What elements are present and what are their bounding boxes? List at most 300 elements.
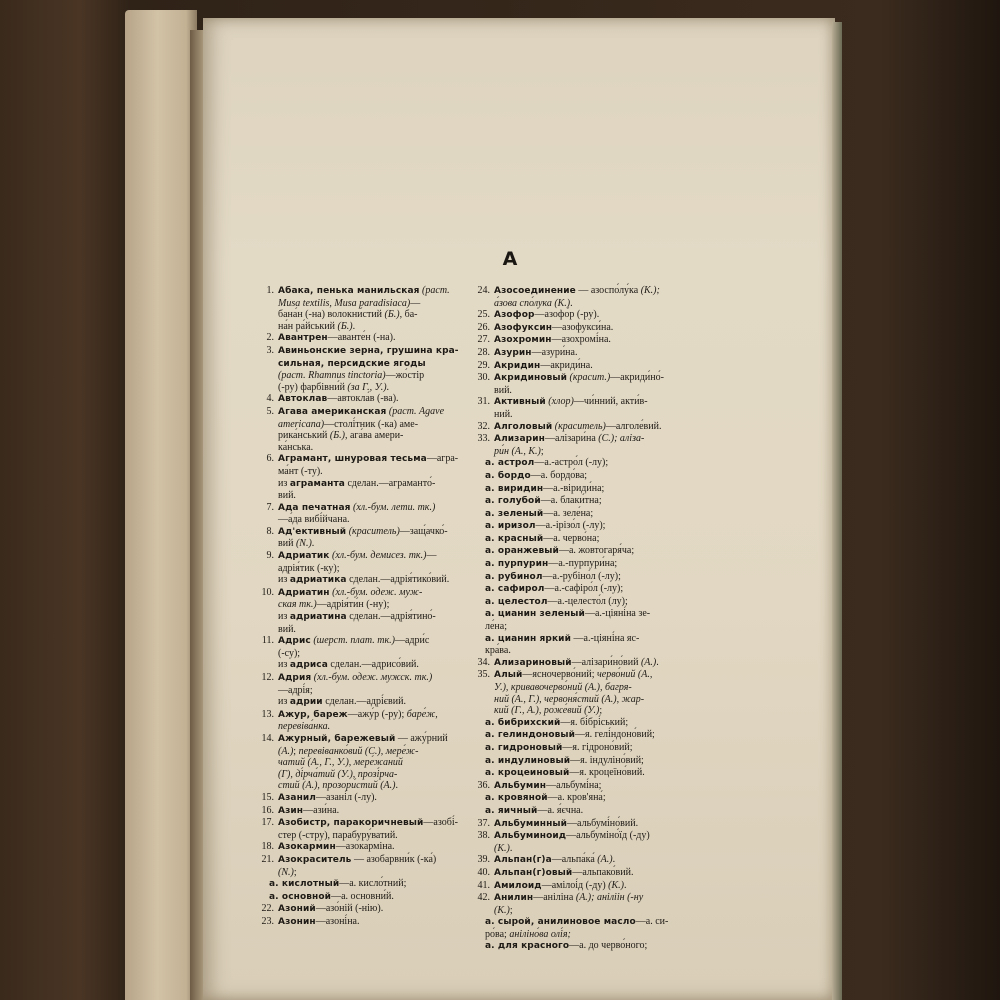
sub-entry (469, 457, 731, 470)
translation-text: — (410, 297, 421, 309)
entry-line (494, 285, 731, 298)
entry-line (485, 483, 731, 496)
headword: сильная, персидские ягоды (278, 358, 426, 369)
headword: Агава американская (278, 406, 387, 417)
headword: Азанил (278, 792, 316, 803)
entry-line (278, 574, 493, 587)
headword: аграманта (289, 478, 345, 489)
headword: Азокармин (278, 842, 336, 853)
headword: а. индулиновый (485, 755, 571, 766)
sub-entry (469, 520, 731, 533)
entry-text (278, 672, 493, 709)
italic-note: (А.) (597, 854, 613, 866)
entry-line (278, 478, 493, 491)
translation-text: —альбуміно́їд (-ду) (566, 830, 650, 842)
entry-number: 9. (266, 550, 274, 562)
headword: а. виридин (485, 483, 544, 494)
entry-number: 15. (261, 791, 274, 803)
entry-line (494, 421, 731, 434)
italic-note: (Б.) (329, 430, 345, 442)
italic-note: (раст. (419, 285, 450, 296)
dictionary-entry (469, 880, 731, 893)
dictionary-entry (253, 817, 493, 841)
translation-text: кра́ва. (485, 645, 511, 657)
dictionary-entry (253, 393, 493, 406)
entry-number: 27. (477, 334, 490, 346)
italic-note: (С.); алiза- (598, 433, 645, 445)
italic-note: (хл.-бум. одеж. муж- (329, 586, 423, 598)
entry-text (278, 587, 493, 635)
entry-line (278, 635, 493, 648)
entry-line (278, 538, 493, 550)
entry-line (485, 457, 731, 470)
entry-line (494, 818, 731, 831)
dictionary-entry (469, 372, 731, 396)
italic-note: (шерст. плат. тк.) (310, 635, 395, 647)
entry-line (494, 682, 731, 694)
entry-text (485, 520, 731, 533)
entry-line (278, 321, 493, 333)
headword: Акридин (494, 360, 541, 371)
translation-text: . (623, 879, 627, 891)
entry-text (278, 903, 493, 916)
italic-note: (хл.-бум. лети. тк.) (350, 501, 436, 513)
entry-text (485, 755, 731, 768)
entry-line (485, 608, 731, 621)
sub-entry (469, 545, 731, 558)
italic-note: ская тк.) (278, 599, 317, 611)
entry-text (278, 502, 493, 526)
entry-text (278, 817, 493, 841)
entry-line (278, 746, 493, 758)
dictionary-entry (469, 396, 731, 420)
dictionary-entry (253, 916, 493, 929)
headword: а. красный (485, 533, 544, 544)
entry-number: 24. (477, 285, 490, 296)
left-page-edge (125, 10, 197, 1000)
translation-text: стер (-стру), парабуру́ватий. (278, 829, 398, 841)
translation-text: из (278, 659, 290, 671)
translation-text: —чи́нний, акти́в- (573, 396, 648, 408)
entry-number: 36. (477, 779, 490, 791)
entry-text (485, 470, 731, 483)
italic-note: кий (Г., А.), роже́вий (У.) (494, 705, 600, 717)
translation-text: —азофукси́на. (552, 321, 614, 333)
headword: Азобистр, паракоричневый (278, 818, 424, 829)
entry-line (485, 755, 731, 768)
entry-line (485, 583, 731, 596)
entry-line (485, 621, 731, 633)
translation-text: —аванте́н (-на). (327, 332, 396, 344)
dictionary-entry (469, 360, 731, 373)
entry-line (278, 514, 493, 526)
entry-line (278, 805, 493, 818)
translation-text: —альпа́ка́ (551, 854, 598, 866)
italic-note: (К.); (640, 285, 660, 296)
headword: Альпан(г)овый (494, 867, 573, 878)
dictionary-entry (253, 406, 493, 453)
headword: адрии (289, 697, 323, 708)
italic-note: (краситель) (552, 420, 606, 432)
sub-entry (469, 717, 731, 730)
dictionary-entry (469, 892, 731, 916)
translation-text: . (386, 381, 390, 393)
translation-text: . (612, 854, 616, 866)
translation-text: —а. кисло́тний; (339, 878, 407, 890)
translation-text: из (278, 574, 290, 586)
translation-text: —азоні́на. (315, 915, 360, 927)
entry-number: 35. (477, 669, 490, 681)
entry-text (278, 841, 493, 854)
entry-text (278, 526, 493, 550)
italic-note: (хл.-бум. одеж. мужск. тк.) (311, 672, 433, 683)
entry-line (278, 309, 493, 321)
entry-number: 3. (266, 344, 274, 356)
entry-number: 37. (477, 817, 490, 829)
translation-text: —альпако́вий. (572, 866, 634, 878)
italic-note: (А.) (640, 656, 657, 668)
entry-number: 7. (266, 501, 274, 513)
translation-text: —амілоі́д (-ду) (541, 879, 609, 891)
headword: Азоний (278, 904, 316, 915)
headword: Авиньонские зерна, грушина кра- (278, 345, 459, 356)
entry-text (494, 433, 731, 457)
headword: Ажур, бареж (278, 709, 348, 720)
italic-note: (краситель) (346, 525, 400, 537)
entry-text (494, 285, 731, 309)
entry-text (278, 805, 493, 818)
entry-line (278, 841, 493, 854)
entry-line (278, 345, 493, 358)
translation-text: —альбумі́на; (546, 779, 602, 791)
entry-line (494, 905, 731, 917)
headword: Альбуминный (494, 818, 568, 829)
entry-line (278, 903, 493, 916)
headword: а. рубинол (485, 571, 543, 582)
dictionary-entry (469, 867, 731, 880)
sub-entry (469, 495, 731, 508)
translation-text: —а.-ірізо́л (-лу); (535, 520, 606, 532)
translation-text: ; (293, 866, 297, 878)
entry-text (278, 393, 493, 406)
entry-number: 2. (266, 332, 274, 344)
entry-text (485, 729, 731, 742)
entry-line (494, 360, 731, 373)
translation-text: —ясночерво́ний; (522, 669, 597, 681)
headword: Ажурный, барежевый (278, 733, 396, 744)
italic-note: баре́ж, (406, 708, 438, 720)
headword: а. цианин яркий (485, 633, 571, 644)
translation-text: —а. до черво́ного; (569, 940, 648, 952)
entry-text (278, 453, 493, 501)
translation-text: —а. я́єчна. (537, 804, 584, 816)
headword: Альпан(г)а (494, 855, 552, 866)
entry-line (485, 940, 731, 953)
entry-line (485, 470, 731, 483)
translation-text: —я. кроцеїно́вий. (569, 767, 645, 779)
headword: Адрия (278, 673, 312, 683)
headword: Азокраситель (278, 854, 352, 865)
translation-text: сделан.—адрі́євий. (322, 696, 406, 708)
translation-text: —азані́л (-лу). (315, 791, 377, 803)
entry-text (494, 372, 731, 396)
entry-text (485, 495, 731, 508)
entry-number: 22. (261, 903, 274, 915)
entry-line (269, 878, 493, 891)
entry-number: 5. (266, 405, 274, 417)
headword: а. гидроновый (485, 742, 563, 753)
translation-text: —а.-целесто́л (лу); (547, 595, 628, 607)
entry-line (278, 624, 493, 636)
italic-note: черво́ний (А., (597, 669, 653, 681)
entry-line (278, 867, 493, 879)
entry-text (494, 780, 731, 793)
translation-text: ; (540, 445, 544, 457)
translation-text: . (395, 780, 398, 792)
book-page (203, 18, 835, 1000)
entry-line (278, 721, 493, 733)
dictionary-entry (253, 550, 493, 587)
entry-text (278, 792, 493, 805)
entry-line (485, 742, 731, 755)
entry-number: 30. (477, 372, 490, 384)
entry-number: 25. (477, 309, 490, 321)
translation-text: —алізари́но́вий (571, 656, 641, 668)
translation-text: —а.-ціяні́на зе- (584, 608, 651, 620)
entry-line (278, 550, 493, 563)
entry-number: 10. (261, 586, 274, 598)
entry-text (494, 818, 731, 831)
translation-text: на́н ра́йський (278, 320, 338, 332)
italic-note: У.), кривавочерво́ний (А.), багря- (494, 682, 632, 693)
italic-note: стий (А.), прозори́стий (А.) (278, 780, 396, 792)
translation-text: ма́нт (-ту). (278, 465, 323, 477)
entry-text (278, 916, 493, 929)
entry-line (485, 571, 731, 584)
entry-line (485, 558, 731, 571)
entry-line (278, 382, 493, 394)
entry-line (278, 916, 493, 929)
translation-text: —азо́ній (-нію). (315, 903, 384, 915)
headword: Аграмант, шнуровая тесьма (278, 454, 427, 465)
translation-text: ка́нська. (278, 441, 314, 453)
headword: а. сафирол (485, 584, 545, 595)
headword: адриатика (289, 575, 347, 586)
sub-entry (469, 792, 731, 805)
headword: а. цианин зеленый (485, 609, 585, 620)
headword: Азурин (494, 347, 532, 358)
entry-line (485, 495, 731, 508)
dictionary-entry (469, 780, 731, 793)
translation-text: из (278, 477, 290, 489)
entry-line (485, 533, 731, 546)
headword: а. кислотный (269, 879, 340, 890)
entry-line (278, 599, 493, 611)
translation-text: —столі́тник (-ка) аме- (324, 418, 419, 430)
translation-text: из (278, 696, 290, 708)
dictionary-entry (253, 502, 493, 526)
entry-line (485, 645, 731, 657)
sub-entry (469, 729, 731, 742)
sub-entry (469, 767, 731, 780)
headword: Авантрен (278, 333, 328, 344)
sub-entry (469, 533, 731, 546)
translation-text: ний. (494, 408, 513, 420)
italic-note: (N.) (295, 538, 312, 550)
translation-text: —адрія́ти́н (-ну); (316, 599, 390, 611)
entry-line (278, 817, 493, 830)
headword: Альбуминоид (494, 831, 567, 842)
dictionary-entry (469, 322, 731, 335)
headword: а. гелиндоновый (485, 730, 576, 741)
headword: а. астрол (485, 458, 535, 469)
headword: Адрис (278, 636, 311, 647)
translation-text: —а.-рубіно́л (-лу); (542, 570, 621, 582)
entry-text (494, 347, 731, 360)
entry-line (278, 526, 493, 539)
translation-text: —адрі́я; (278, 684, 313, 696)
translation-text: —агра- (426, 453, 459, 465)
italic-note: перевіва́нка. (278, 721, 331, 733)
italic-note: ний (А., Г.), червоня́стий (А.), жар- (494, 693, 645, 705)
headword: Ад'ективный (278, 526, 347, 537)
translation-text: — азобарвни́к (-ка́) (351, 853, 437, 865)
dictionary-entry (253, 345, 493, 393)
italic-note: (N.) (278, 866, 294, 878)
entry-line (485, 596, 731, 609)
translation-text: (-су); (278, 647, 301, 659)
entry-line (485, 508, 731, 521)
entry-text (494, 322, 731, 335)
translation-text: вий. (278, 623, 296, 635)
entry-line (494, 347, 731, 360)
dictionary-entry (469, 854, 731, 867)
entry-line (494, 309, 731, 322)
italic-note: (хлор) (545, 396, 574, 408)
headword: Амилоид (494, 880, 542, 891)
sub-entry (253, 878, 493, 891)
italic-note: ри́н (А., К.) (494, 445, 541, 457)
entry-line (494, 854, 731, 867)
entry-text (494, 830, 731, 854)
dictionary-entry (253, 285, 493, 332)
entry-number: 33. (477, 433, 490, 445)
translation-text: вий. (278, 490, 296, 502)
sub-entry (469, 571, 731, 584)
left-column (253, 285, 493, 928)
translation-text: —а. си- (635, 916, 669, 928)
headword: Азохромин (494, 335, 552, 346)
entry-line (494, 657, 731, 670)
translation-text: — (426, 550, 437, 562)
translation-text: —а. черво́на; (543, 532, 600, 544)
dictionary-entry (253, 903, 493, 916)
italic-note: а́зова спо́лука (К.) (494, 297, 571, 309)
entry-number: 17. (261, 817, 274, 829)
entry-number: 39. (477, 854, 490, 866)
translation-text: ле́на; (485, 621, 507, 633)
headword: Азофор (494, 310, 535, 321)
entry-text (278, 635, 493, 672)
headword: Азосоединение (494, 286, 576, 296)
entry-line (278, 490, 493, 502)
translation-text: —адри́с (394, 635, 430, 647)
headword: а. иризол (485, 521, 536, 532)
sub-entry (469, 755, 731, 768)
entry-text (485, 545, 731, 558)
italic-note: аніліно́ва олі́я; (509, 928, 571, 940)
dictionary-entry (469, 669, 731, 716)
entry-line (278, 370, 493, 382)
translation-text: . (352, 320, 356, 332)
entry-text (494, 396, 731, 420)
translation-text: — азоспо́лу́ка (575, 285, 641, 296)
translation-text: . (509, 842, 513, 854)
dictionary-entry (469, 309, 731, 322)
entry-number: 18. (261, 841, 274, 853)
translation-text: (-ру) фарбівни́й (278, 381, 348, 393)
italic-note: (красит.) (567, 372, 611, 384)
entry-line (494, 705, 731, 717)
entry-line (494, 409, 731, 421)
entry-text (278, 345, 493, 393)
entry-line (278, 502, 493, 515)
headword: адриатина (289, 612, 347, 623)
section-letter: А (502, 248, 518, 270)
entry-line (485, 717, 731, 730)
headword: адриса (289, 660, 328, 671)
entry-number: 1. (266, 285, 274, 296)
entry-line (278, 358, 493, 371)
entry-number: 13. (261, 708, 274, 720)
entry-text (494, 854, 731, 867)
entry-line (278, 406, 493, 419)
entry-line (494, 867, 731, 880)
entry-line (278, 587, 493, 600)
headword: а. сырой, анилиновое масло (485, 917, 636, 928)
italic-note: (раст. Rhamnus tinctoria) (278, 370, 386, 382)
entry-text (278, 733, 493, 792)
translation-text: —я. бі́брі́ський; (560, 716, 629, 728)
entry-line (278, 298, 493, 310)
entry-text (278, 332, 493, 345)
italic-note: (за Г., У.) (347, 381, 387, 393)
headword: а. для красного (485, 941, 570, 952)
entry-line (494, 298, 731, 310)
italic-note: (хл.-бум. демисез. тк.) (329, 550, 427, 562)
italic-note: americana) (278, 418, 325, 430)
dictionary-entry (253, 854, 493, 878)
dictionary-entry (253, 526, 493, 550)
entry-line (494, 780, 731, 793)
italic-note: Musa textilis, Musa paradisiaca) (278, 297, 411, 309)
italic-note: (Б.) (337, 320, 353, 332)
translation-text: сделан.—адрія́тино́- (346, 611, 436, 623)
entry-number: 29. (477, 359, 490, 371)
page-edge (832, 22, 842, 1000)
dictionary-entry (253, 709, 493, 733)
entry-line (278, 696, 493, 709)
translation-text: —азури́на. (531, 346, 578, 358)
italic-note: (К.) (608, 879, 624, 891)
translation-text: —я. гідроно́вий; (562, 741, 633, 753)
entry-line (485, 520, 731, 533)
dictionary-entry (469, 818, 731, 831)
translation-text: , ба- (399, 309, 418, 321)
entry-text (494, 421, 731, 434)
entry-line (278, 672, 493, 685)
entry-text (485, 508, 731, 521)
